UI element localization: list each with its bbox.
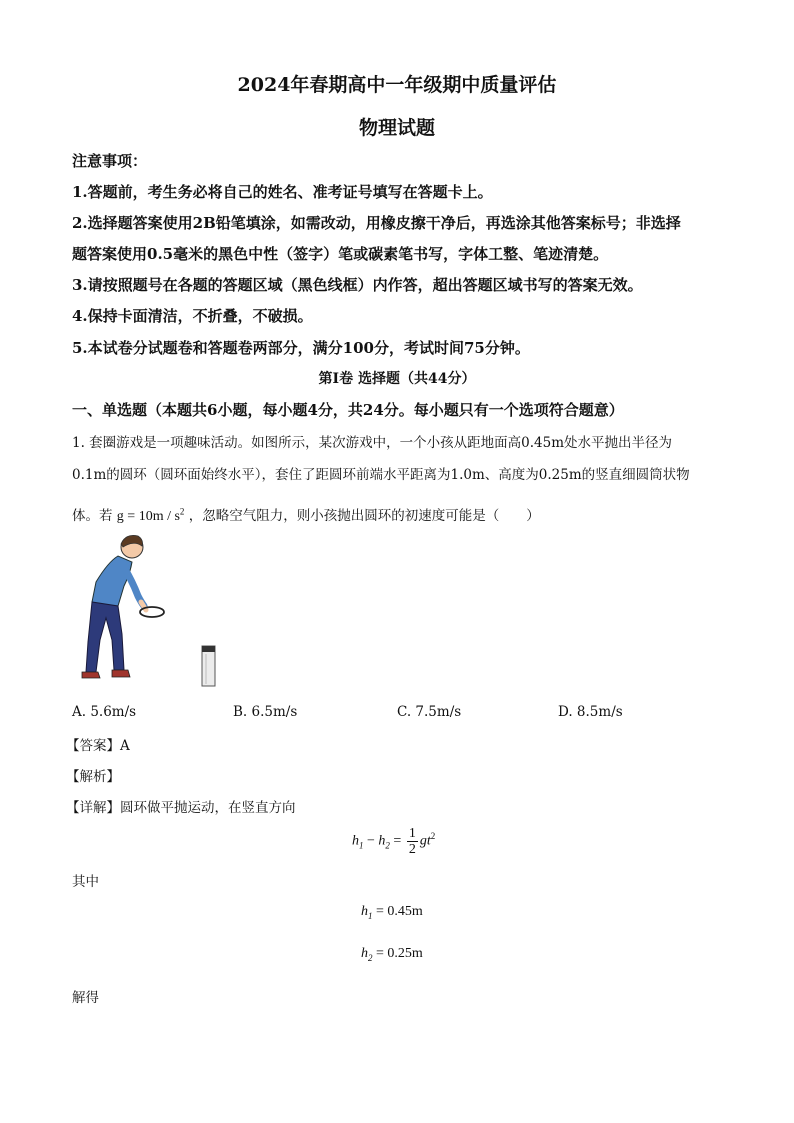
- section-part-heading: 一、单选题（本题共6小题，每小题4分，共24分。每小题只有一个选项符合题意）: [72, 401, 624, 419]
- ring-toss-illustration: [78, 530, 248, 690]
- question-1-line-3: 体。若 $g = 10m / s^2$ ，忽略空气阻力，则小孩抛出圆环的初速度可能是（ ）: [72, 506, 540, 524]
- equation-free-fall: $h_1 - h_2$ = $\frac{1}{2}$ $gt^2$: [352, 826, 436, 857]
- notice-item-4: 4.保持卡面清洁，不折叠，不破损。: [72, 307, 313, 325]
- question-1-line-2: 0.1m的圆环（圆环面始终水平），套住了距圆环前端水平距离为1.0m、高度为0.25m的竖直细圆筒状物: [72, 467, 690, 483]
- notice-item-5: 5.本试卷分试题卷和答题卷两部分，满分100分，考试时间75分钟。: [72, 339, 530, 357]
- page-subtitle: 物理试题: [358, 117, 435, 139]
- equation-h1: $h_1 = 0.45m$: [361, 904, 423, 921]
- answer-label: 【答案】: [66, 738, 120, 754]
- section-title: 第Ⅰ卷 选择题（共44分）: [318, 371, 476, 387]
- notice-item-1: 1.答题前，考生务必将自己的姓名、准考证号填写在答题卡上。: [72, 183, 493, 201]
- solve-label: 解得: [72, 990, 99, 1006]
- where-label: 其中: [72, 874, 99, 890]
- option-b: B. 6.5m/s: [233, 704, 298, 720]
- option-c: C. 7.5m/s: [397, 704, 462, 720]
- gravity-formula: $g = 10m / s^2$: [116, 506, 185, 524]
- cylinder-target: [202, 646, 215, 686]
- notice-item-2: 2.选择题答案使用2B铅笔填涂，如需改动，用橡皮擦干净后，再选涂其他答案标号；非选择: [72, 214, 681, 232]
- analysis-label: 【解析】: [66, 769, 120, 785]
- question-1-line-1: 1. 套圈游戏是一项趣味活动。如图所示，某次游戏中，一个小孩从距地面高0.45m处水平抛出半径为: [72, 435, 673, 451]
- option-d: D. 8.5m/s: [558, 704, 623, 720]
- notice-item-3: 3.请按照题号在各题的答题区域（黑色线框）内作答，超出答题区域书写的答案无效。: [72, 276, 643, 294]
- answer-value: A: [120, 738, 130, 754]
- page-title: 2024年春期高中一年级期中质量评估: [237, 74, 557, 96]
- notice-heading: 注意事项：: [72, 152, 148, 170]
- answer-line: [66, 734, 130, 754]
- notice-item-2-cont: 题答案使用0.5毫米的黑色中性（签字）笔或碳素笔书写，字体工整、笔迹清楚。: [72, 245, 609, 263]
- ring: [140, 607, 164, 617]
- option-a: A. 5.6m/s: [72, 704, 137, 720]
- detail-text: 圆环做平抛运动，在竖直方向: [120, 800, 296, 816]
- detail-line: [66, 796, 296, 816]
- child-figure: [82, 535, 146, 678]
- detail-label: 【详解】: [66, 800, 120, 816]
- equation-h2: $h_2 = 0.25m$: [361, 946, 423, 963]
